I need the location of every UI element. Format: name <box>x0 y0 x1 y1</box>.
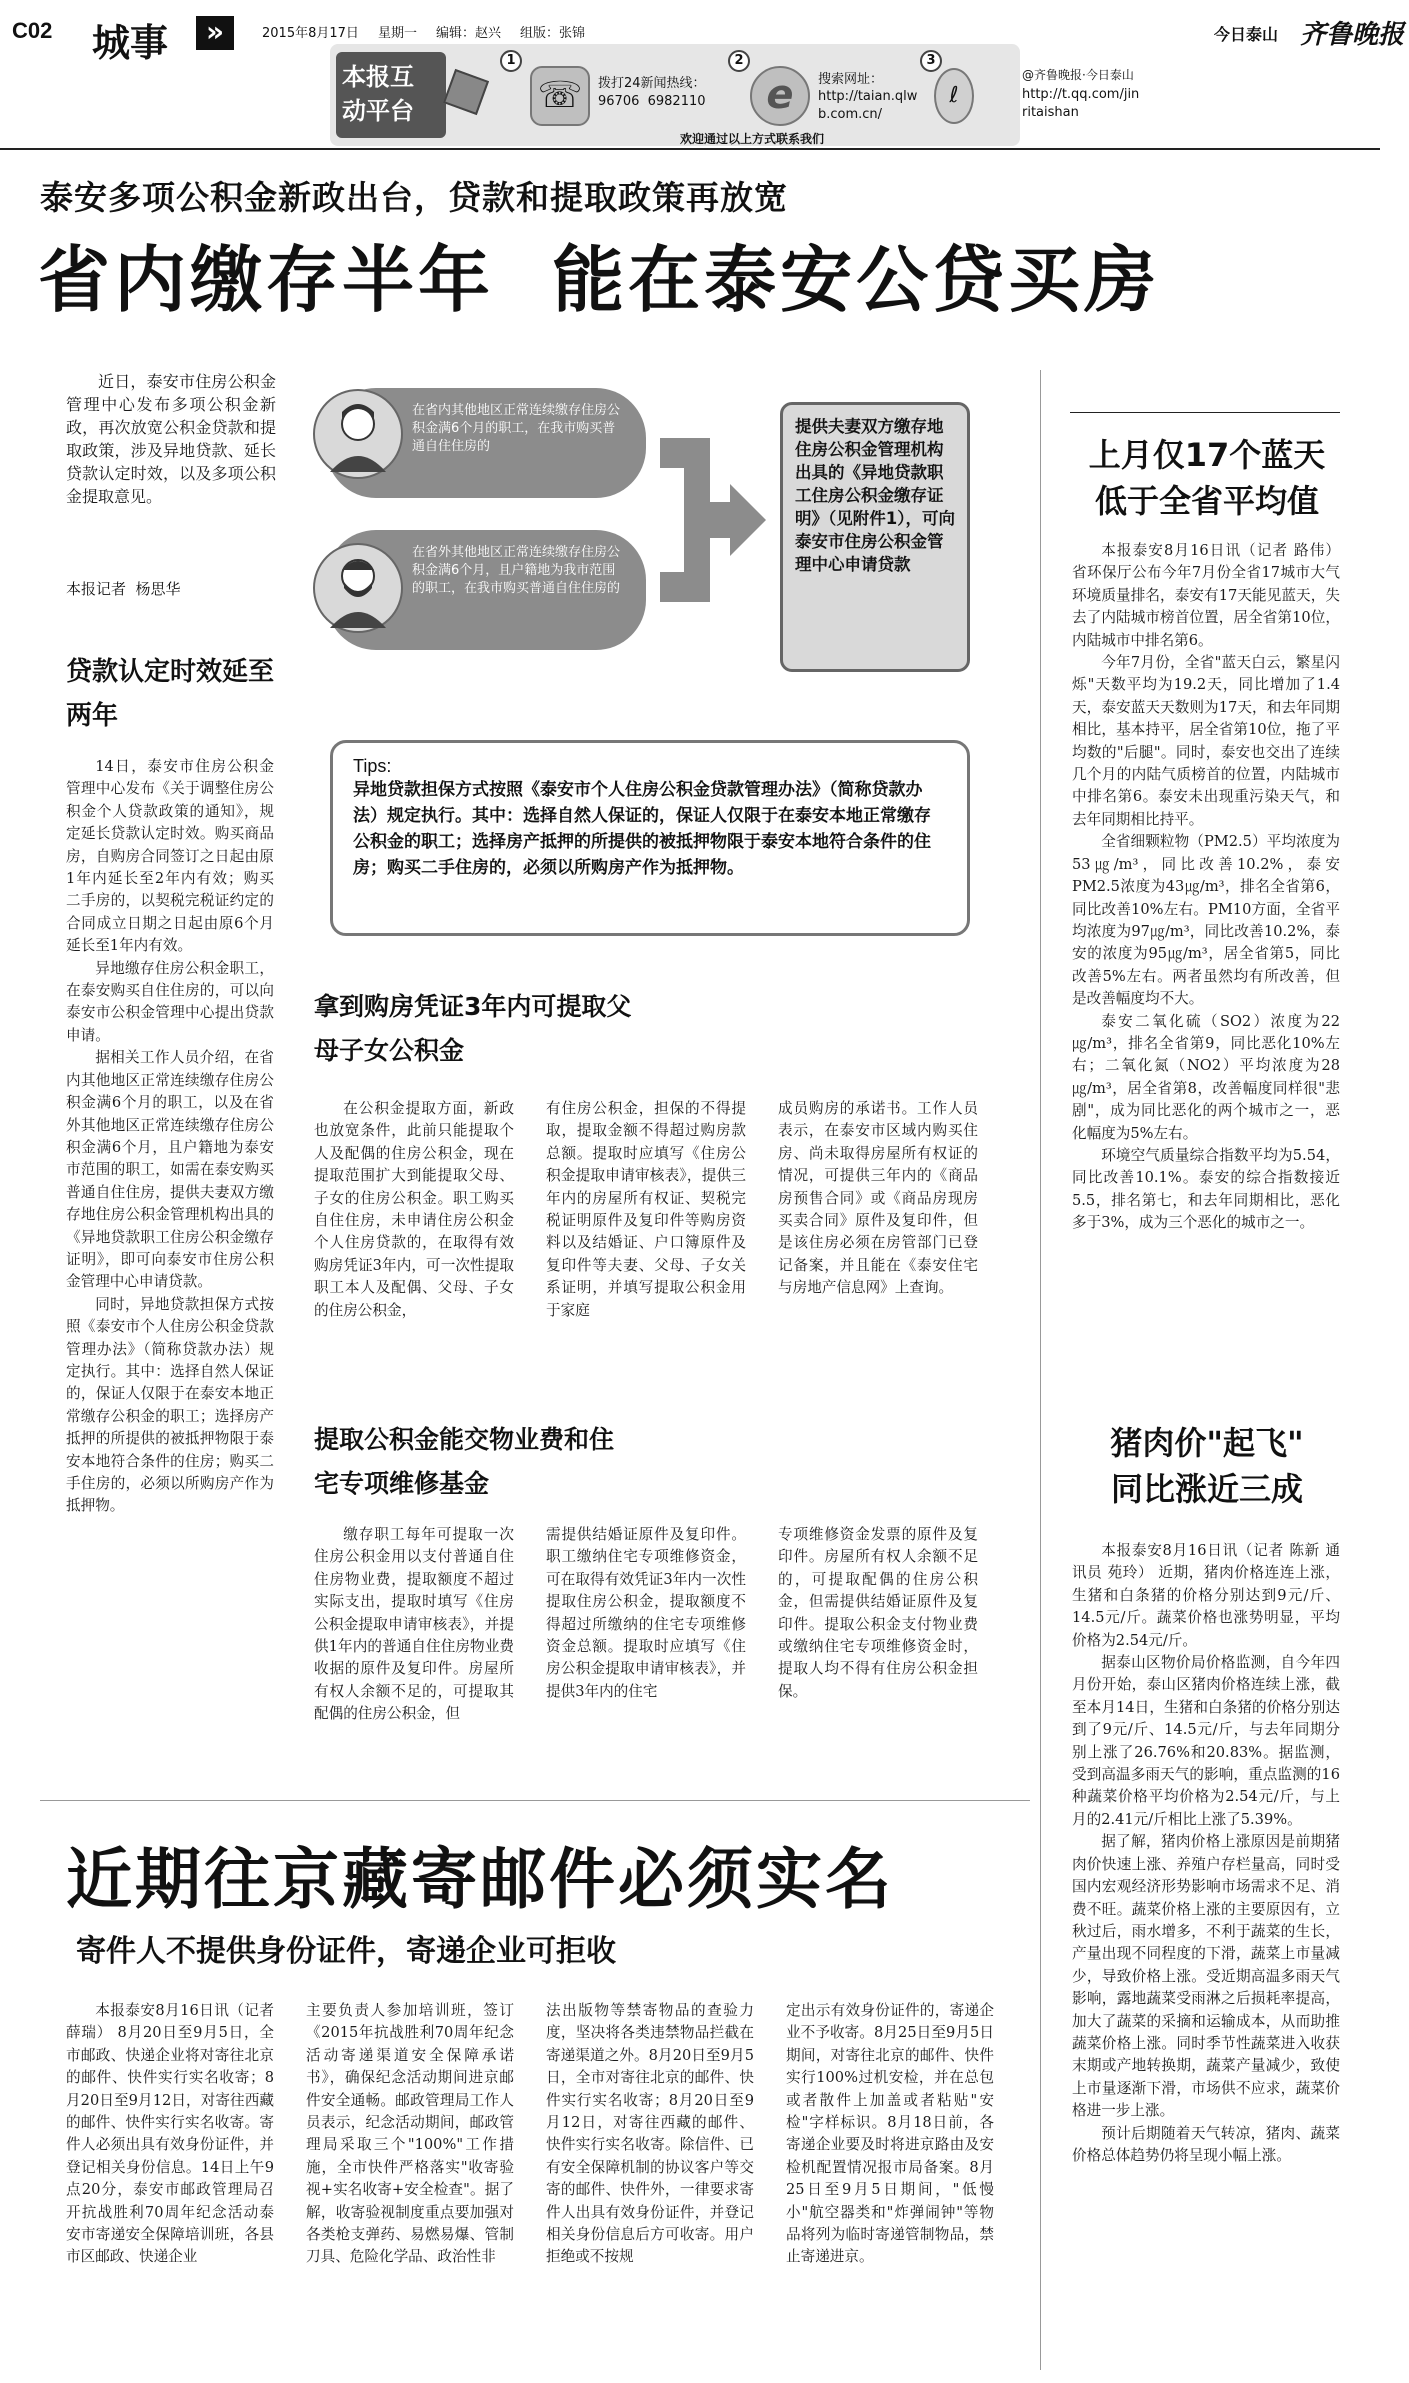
section3-para: 专项维修资金发票的原件及复印件。房屋所有权人余额不足的，可提取配偶的住房公积金，但需提供结婚证原件及复印件。提取公积金支付物业费或缴纳住宅专项维修资金时，提取人均不得有住房公积金担保。 <box>778 1526 978 1700</box>
platform-title-line2: 动平台 <box>342 97 414 125</box>
right1-headline-line2: 低于全省平均值 <box>1094 482 1319 520</box>
right2-headline-line1: 猪肉价"起飞" <box>1110 1424 1304 1462</box>
result-text: 提供夫妻双方缴存地住房公积金管理机构出具的《异地贷款职工住房公积金缴存证明》（见附件1），可向泰安市住房公积金管理中心申请贷款 <box>795 417 955 574</box>
region-name: 今日泰山 <box>1214 25 1279 44</box>
lead-para: 据相关工作人员介绍，在省内其他地区正常连续缴存住房公积金满6个月的职工，以及在省外其他地区正常连续缴存住房公积金满6个月，且户籍地为泰安市范围的职工，如需在泰安购买普通自住住房，提供夫妻双方缴存地住房公积金管理机构出具的《异地贷款职工住房公积金缴存证明》，即可向泰安市住房公积金管理中心申请贷款。 <box>66 1049 274 1291</box>
bottom-para: 本报泰安8月16日讯（记者 薛瑞） 8月20日至9月5日，全市邮政、快递企业将对寄往北京的邮件、快件实行实名收寄；8月20日至9月12日，对寄往西藏的邮件、快件实行实名收寄。寄件人必须出具有效身份证件，并登记相关身份信息。14日上午9点20分，泰安市邮政管理局召开抗战胜利70周年纪念活动泰安市寄递安全保障培训班，各县市区邮政、快递企业 <box>66 2002 274 2266</box>
right2-para: 预计后期随着天气转凉，猪肉、蔬菜价格总体趋势仍将呈现小幅上涨。 <box>1072 2124 1340 2164</box>
right1-para: 全省细颗粒物（PM2.5）平均浓度为53㎍/m³，同比改善10.2%，泰安PM2.5浓度为43㎍/m³，排名全省第6，同比改善10%左右。PM10方面，全省平均浓度为97㎍/m³，同比改善10.2%，泰安的浓度为95㎍/m³，居全省第5，同比改善5%左右。两者虽然均有所改善，但是改善幅度均不大。 <box>1072 833 1340 1008</box>
editor: 编辑：赵兴 <box>436 26 502 41</box>
section2-title: 拿到购房凭证3年内可提取父母子女公积金 <box>314 992 632 1065</box>
arrow-shape <box>660 420 770 620</box>
browser-icon: e <box>750 66 810 126</box>
section2-para: 有住房公积金，担保的不得提取，提取金额不得超过购房款总额。提取时应填写《住房公积金提取申请审核表》，提供三年内的房屋所有权证、契税完税证明原件及复印件等购房资料以及结婚证、户口簿原件及复印件等夫妻、父母、子女关系证明，并填写提取公积金用于家庭 <box>546 1100 746 1319</box>
bottom-col3 <box>546 2000 754 2370</box>
right1-headline <box>1062 432 1352 524</box>
right1-para: 环境空气质量综合指数平均为5.54，同比改善10.1%。泰安的综合指数接近5.5，排名第七，和去年同期相比，恶化多于3%，成为三个恶化的城市之一。 <box>1072 1146 1340 1232</box>
section3-para: 缴存职工每年可提取一次住房公积金用以支付普通自住住房物业费，提取额度不超过实际支出，提取时填写《住房公积金提取申请审核表》，并提供1年内的普通自住住房物业费收据的原件及复印件。房屋所有权人余额不足的，可提取其配偶的住房公积金，但 <box>314 1526 514 1723</box>
right1-para: 今年7月份，全省"蓝天白云，繁星闪烁"天数平均为19.2天，同比增加了1.4天，泰安蓝天天数则为17天，和去年同期相比，基本持平，居全省第10位，拖了平均数的"后腿"。同时，泰安也交出了连续几个月的内陆气质榜首的位置，内陆城市中排名第6。泰安未出现重污染天气，和去年同期相比持平。 <box>1072 654 1340 828</box>
platform-footer: 欢迎通过以上方式联系我们 <box>680 132 825 146</box>
right1-body <box>1072 540 1340 1410</box>
section2-col1 <box>314 1098 514 1368</box>
platform-num-3: 3 <box>920 50 942 72</box>
person-icon-2 <box>310 530 406 650</box>
weibo-icon: ℓ <box>934 68 974 124</box>
lead-kicker: 泰安多项公积金新政出台，贷款和提取政策再放宽 <box>40 178 788 217</box>
right2-headline-line2: 同比涨近三成 <box>1110 1470 1303 1508</box>
right1-para: 泰安二氧化硫（SO2）浓度为22㎍/m³，排名全省第9，同比恶化10%左右；二氧化氮（NO2）平均浓度为28㎍/m³，居全省第8，改善幅度同样很"悲剧"，成为同比恶化的两个城市之一，恶化幅度为5%左右。 <box>1072 1012 1340 1142</box>
bottom-para: 法出版物等禁寄物品的查验力度，坚决将各类违禁物品拦截在寄递渠道之外。8月20日至9月5日，全市对寄往北京的邮件、快件实行实名收寄；8月20日至9月12日，对寄往西藏的邮件、快件实行实名收寄。除信件、已有安全保障机制的协议客户等交寄的邮件、快件外，一律要求寄件人出具有效身份证件，并登记相关身份信息后方可收寄。用户拒绝或不按规 <box>546 2002 754 2266</box>
right-column-divider <box>1040 370 1041 2370</box>
page-number: C02 <box>12 18 53 43</box>
right2-para: 据泰山区物价局价格监测，自今年四月份开始，泰山区猪肉价格连续上涨，截至本月14日，生猪和白条猪的价格分别达到了9元/斤、14.5元/斤，与去年同期分别上涨了26.76%和20.83%。据监测，受到高温多雨天气的影响，重点监测的16种蔬菜价格平均价格为2.54元/斤，与上月的2.41元/斤相比上涨了5.39%。 <box>1072 1654 1340 1828</box>
lead-headline: 省内缴存半年 能在泰安公贷买房 <box>38 238 1161 322</box>
hotline-label: 拨打24新闻热线： <box>598 76 706 91</box>
masthead-logo: 齐鲁晚报 <box>1300 20 1405 50</box>
section3-col3 <box>778 1524 978 1780</box>
section2-para: 成员购房的承诺书。工作人员表示，在泰安市区域内购买住房、尚未取得房屋所有权证的情况，可提供三年内的《商品房预售合同》或《商品房现房买卖合同》原件及复印件，但是该住房必须在房管部门已登记备案，并且能在《泰安住宅与房地产信息网》上查询。 <box>778 1100 978 1297</box>
section3-para: 需提供结婚证原件及复印件。职工缴纳住宅专项维修资金，可在取得有效凭证3年内一次性提取住房公积金，提取额度不得超过所缴纳的住宅专项维修资金总额。提取时应填写《住房公积金提取申请审核表》，并提供3年内的住宅 <box>546 1526 746 1700</box>
tips-text: 异地贷款担保方式按照《泰安市个人住房公积金贷款管理办法》（简称贷款办法）规定执行。其中：选择自然人保证的，保证人仅限于在泰安本地正常缴存公积金的职工；选择房产抵押的所提供的被抵押物限于泰安本地符合条件的住房；购买二手住房的，必须以所购房产作为抵押物。 <box>353 780 931 878</box>
right1-para: 本报泰安8月16日讯（记者 路伟） 省环保厅公布今年7月份全省17城市大气环境质量排名，泰安有17天能见蓝天，失去了内陆城市榜首位置，居全省第10位，内陆城市中排名第6。 <box>1072 542 1340 649</box>
weibo-account: @齐鲁晚报·今日泰山 <box>1022 68 1134 82</box>
section3-col2 <box>546 1524 746 1780</box>
lead-intro <box>66 370 276 508</box>
infographic <box>310 380 990 680</box>
platform-cube-icon <box>443 69 489 115</box>
section2-para: 在公积金提取方面，新政也放宽条件，此前只能提取个人及配偶的住房公积金，现在提取范围扩大到能提取父母、子女的住房公积金。职工购买自住住房，未申请住房公积金个人住房贷款的，在取得有效购房凭证3年内，可一次性提取职工本人及配偶、父母、子女的住房公积金， <box>314 1100 514 1319</box>
designer: 组版：张锦 <box>520 26 586 41</box>
bottom-headline: 近期往京藏寄邮件必须实名 <box>66 1841 894 1918</box>
bottom-col2 <box>306 2000 514 2370</box>
right1-top-rule <box>1070 412 1340 413</box>
condition-1-text: 在省内其他地区正常连续缴存住房公积金满6个月的职工，在我市购买普通自住住房的 <box>412 403 621 454</box>
phone-icon: ☏ <box>530 66 590 126</box>
bottom-col1 <box>66 2000 274 2370</box>
result-box <box>780 402 970 672</box>
bottom-subheadline: 寄件人不提供身份证件，寄递企业可拒收 <box>76 1934 616 1969</box>
lead-intro-text: 近日，泰安市住房公积金管理中心发布多项公积金新政，再次放宽公积金贷款和提取政策，涉及异地贷款、延长贷款认定时效，以及多项公积金提取意见。 <box>66 372 276 506</box>
lead-column <box>66 756 274 1786</box>
bottom-divider <box>40 1800 1030 1801</box>
website-label: 搜索网址： <box>818 72 884 87</box>
issue-date: 2015年8月17日 <box>262 26 359 41</box>
section3-col1 <box>314 1524 514 1780</box>
section-name: 城事 <box>92 21 169 65</box>
hotline-number[interactable]: 96706 6982110 <box>598 94 706 109</box>
platform-num-2: 2 <box>728 50 750 72</box>
tips-label: Tips: <box>353 756 392 776</box>
sub-loan-validity: 贷款认定时效延至两年 <box>66 657 275 731</box>
lead-para: 异地缴存住房公积金职工，在泰安购买自住住房的，可以向泰安市公积金管理中心提出贷款申请。 <box>66 959 274 1044</box>
lead-para: 同时，异地贷款担保方式按照《泰安市个人住房公积金贷款管理办法》（简称贷款办法）规定执行。其中：选择自然人保证的，保证人仅限于在泰安本地正常缴存公积金的职工；选择房产抵押的所提供的被抵押物限于泰安本地符合条件的住房；购买二手住房的，必须以所购房产作为抵押物。 <box>66 1295 274 1515</box>
interactive-platform <box>330 44 1140 146</box>
platform-num-1: 1 <box>500 50 522 72</box>
right2-headline <box>1062 1420 1352 1512</box>
person-icon-1 <box>310 380 406 500</box>
issue-weekday: 星期一 <box>378 26 418 41</box>
section3-title: 提取公积金能交物业费和住宅专项维修基金 <box>314 1425 615 1498</box>
condition-2-text: 在省外其他地区正常连续缴存住房公积金满6个月，且户籍地为我市范围的职工，在我市购买普通自住住房的 <box>412 545 621 596</box>
section2-col3 <box>778 1098 978 1368</box>
lead-byline: 本报记者 杨思华 <box>66 580 181 598</box>
section2-col2 <box>546 1098 746 1368</box>
lead-para: 14日，泰安市住房公积金管理中心发布《关于调整住房公积金个人贷款政策的通知》，规定延长贷款认定时效。购买商品房，自购房合同签订之日起由原1年内延长至2年内有效；购买二手房的，以契税完税证约定的合同成立日期之日起由原6个月延长至1年内有效。 <box>66 758 274 955</box>
right2-para: 据了解，猪肉价格上涨原因是前期猪肉价快速上涨、养殖户存栏量高，同时受国内宏观经济形势影响市场需求不足、消费不旺。蔬菜价格上涨的主要原因有，立秋过后，雨水增多，不利于蔬菜的生长，产量出现不同程度的下滑，蔬菜上市量减少，导致价格上涨。受近期高温多雨天气影响，露地蔬菜受雨淋之后损耗率提高，加大了蔬菜的采摘和运输成本，从而助推蔬菜价格上涨。同时季节性蔬菜进入收获末期或产地转换期，蔬菜产量减少，致使上市量逐渐下滑，市场供不应求，蔬菜价格进一步上涨。 <box>1072 1833 1340 2120</box>
right2-body <box>1072 1540 1340 2370</box>
bottom-para: 定出示有效身份证件的，寄递企业不予收寄。8月25日至9月5日期间，对寄往北京的邮件、快件实行100%过机安检，并在总包或者散件上加盖或者粘贴"安检"字样标识。8月18日前，各寄递企业要及时将进京路由及安检机配置情况报市局备案。8月25日至9月5日期间，"低慢小"航空器类和"炸弹闹钟"等物品将列为临时寄递管制物品，禁止寄递进京。 <box>786 2002 994 2266</box>
platform-title-line1: 本报互 <box>342 63 414 91</box>
bottom-col4 <box>786 2000 994 2370</box>
platform-title <box>336 52 446 138</box>
header-rule <box>0 148 1380 150</box>
right2-para: 本报泰安8月16日讯（记者 陈新 通讯员 苑玲） 近期，猪肉价格连连上涨，生猪和白条猪的价格分别达到9元/斤、14.5元/斤。蔬菜价格也涨势明显，平均价格为2.54元/斤。 <box>1072 1542 1340 1649</box>
tips-box <box>330 740 970 936</box>
bottom-para: 主要负责人参加培训班，签订《2015年抗战胜利70周年纪念活动寄递渠道安全保障承诺书》，确保纪念活动期间进京邮件安全通畅。邮政管理局工作人员表示，纪念活动期间，邮政管理局采取三个"100%"工作措施，全市快件严格落实"收寄验视+实名收寄+安全检查"。据了解，收寄验视制度重点要加强对各类枪支弹药、易燃易爆、管制刀具、危险化学品、政治性非 <box>306 2002 514 2266</box>
website-url[interactable]: http://taian.qlwb.com.cn/ <box>818 89 918 122</box>
section-arrow-icon: » <box>196 16 234 50</box>
weibo-url[interactable]: http://t.qq.com/jinritaishan <box>1022 87 1140 120</box>
right1-headline-line1: 上月仅17个蓝天 <box>1088 436 1326 474</box>
